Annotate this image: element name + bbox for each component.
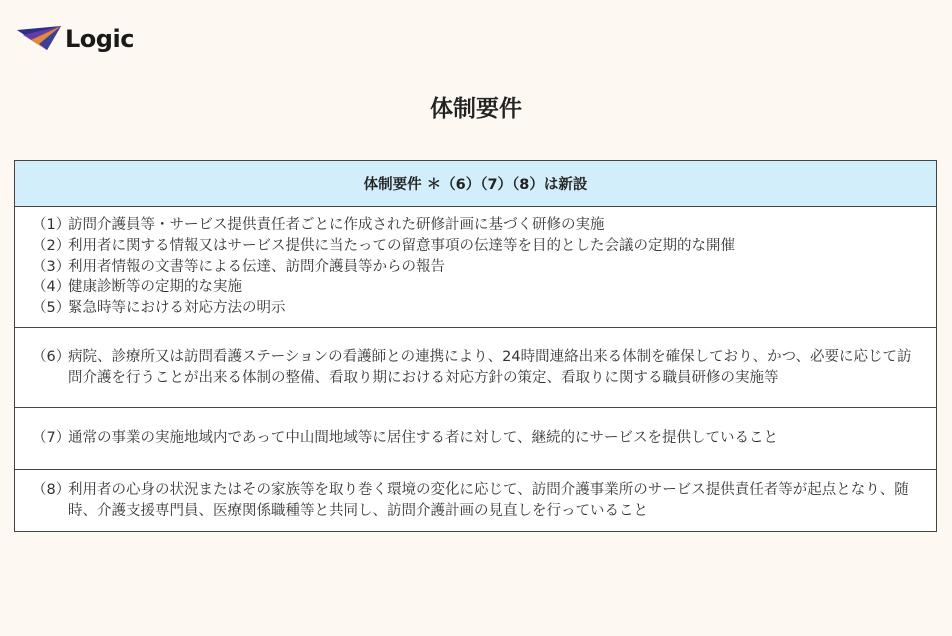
table-row xyxy=(15,207,937,328)
table-cell xyxy=(15,470,937,532)
table-row xyxy=(15,328,937,408)
item-text: 通常の事業の実施地域内であって中山間地域等に居住する者に対して、継続的にサービスを提供していること xyxy=(68,430,779,447)
table-cell xyxy=(15,408,937,470)
item-number: （3） xyxy=(32,258,71,275)
item-number: （7） xyxy=(32,430,71,447)
table-header-row xyxy=(15,161,937,207)
item-text: 病院、診療所又は訪問看護ステーションの看護師との連携により、24時間連絡出来る体制を確保しており、かつ、必要に応じて訪問介護を行うことが出来る体制の整備、看取り期における対応方針の策定、看取りに関する職員研修の実施等 xyxy=(68,348,912,386)
list-item xyxy=(32,480,922,521)
item-number: （4） xyxy=(32,279,71,296)
item-text: 利用者情報の文書等による伝達、訪問介護員等からの報告 xyxy=(68,258,445,275)
list-item xyxy=(32,257,922,278)
logo xyxy=(17,25,134,53)
table-row xyxy=(15,408,937,470)
requirements-table xyxy=(14,160,937,532)
logo-text: Logic xyxy=(65,25,134,53)
item-number: （5） xyxy=(32,300,71,317)
item-text: 利用者に関する情報又はサービス提供に当たっての留意事項の伝達等を目的とした会議の定期的な開催 xyxy=(68,237,735,254)
list-item xyxy=(32,215,922,236)
item-number: （1） xyxy=(32,217,71,234)
table-header: 体制要件 ＊（6）（7）（8）は新設 xyxy=(15,161,937,207)
item-text: 緊急時等における対応方法の明示 xyxy=(68,300,286,317)
list-item xyxy=(32,428,922,449)
item-text: 訪問介護員等・サービス提供責任者ごとに作成された研修計画に基づく研修の実施 xyxy=(68,217,605,234)
table-cell xyxy=(15,207,937,328)
table-row xyxy=(15,470,937,532)
item-number: （8） xyxy=(32,481,71,498)
list-item xyxy=(32,236,922,257)
item-text: 健康診断等の定期的な実施 xyxy=(68,279,242,296)
logo-mark-icon xyxy=(17,26,61,52)
item-number: （6） xyxy=(32,348,71,365)
page-title: 体制要件 xyxy=(430,96,522,122)
table-cell xyxy=(15,328,937,408)
item-number: （2） xyxy=(32,237,71,254)
list-item xyxy=(32,277,922,298)
list-item xyxy=(32,298,922,319)
item-text: 利用者の心身の状況またはその家族等を取り巻く環境の変化に応じて、訪問介護事業所のサービス提供責任者等が起点となり、随時、介護支援専門員、医療関係職種等と共同し、訪問介護計画の見直しを行っていること xyxy=(68,481,909,519)
list-item xyxy=(32,347,922,388)
